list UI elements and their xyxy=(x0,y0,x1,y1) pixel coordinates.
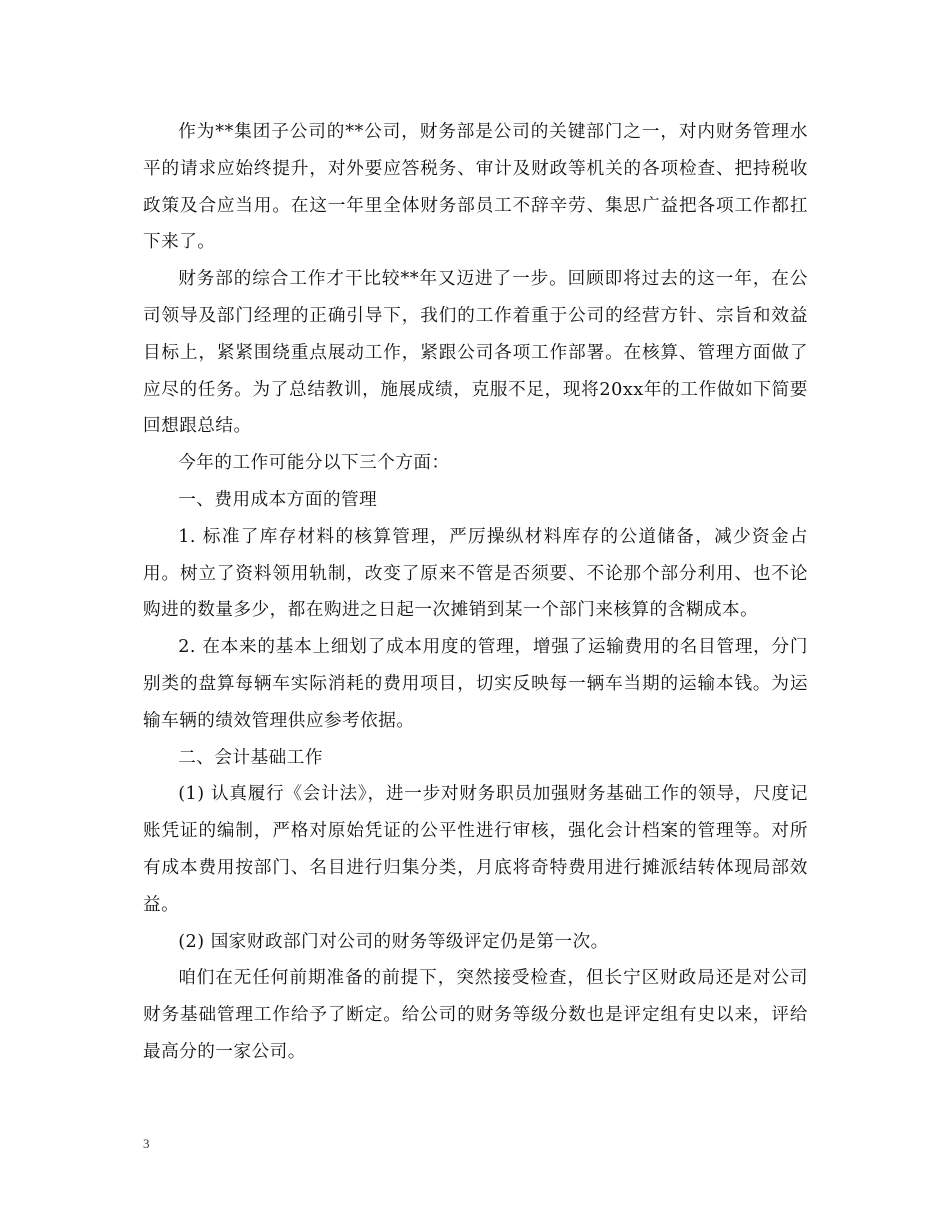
paragraph-three-aspects: 今年的工作可能分以下三个方面： xyxy=(178,453,450,474)
paragraph-item-2: 2. 在本来的基本上细划了成本用度的管理，增强了运输费用的名目管理，分门别类的盘算每辆车实际消耗的费用项目，切实反映每一辆车当期的运输本钱。为运输车辆的绩效管理供应参考依据。 xyxy=(143,637,808,731)
section-heading-accounting-basics: 二、会计基础工作 xyxy=(178,747,323,768)
document-body xyxy=(143,114,808,1071)
section-heading-cost-management: 一、费用成本方面的管理 xyxy=(178,489,378,510)
paragraph-item-1: 1. 标准了库存材料的核算管理，严厉操纵材料库存的公道储备，减少资金占用。树立了资料领用轨制，改变了原来不管是否须要、不论那个部分利用、也不论购进的数量多少，都在购进之日起一次摊销到某一个部门来核算的含糊成本。 xyxy=(143,526,808,621)
paragraph-inspection: 咱们在无任何前期准备的前提下，突然接受检查，但长宁区财政局还是对公司财务基础管理工作给予了断定。给公司的财务等级分数也是评定组有史以来，评给最高分的一家公司。 xyxy=(143,968,808,1062)
paragraph-review: 财务部的综合工作才干比较**年又迈进了一步。回顾即将过去的这一年，在公司领导及部门经理的正确引导下，我们的工作着重于公司的经营方针、宗旨和效益目标上，紧紧围绕重点展动工作，紧跟公司各项工作部署。在核算、管理方面做了应尽的任务。为了总结教训，施展成绩，克服不足，现将20xx年的工作做如下简要回想跟总结。 xyxy=(143,269,808,437)
paragraph-subitem-1: (1) 认真履行《会计法》，进一步对财务职员加强财务基础工作的领导，尺度记账凭证的编制，严格对原始凭证的公平性进行审核，强化会计档案的管理等。对所有成本费用按部门、名目进行归集分类，月底将奇特费用进行摊派结转体现局部效益。 xyxy=(143,784,808,915)
paragraph-intro: 作为**集团子公司的**公司，财务部是公司的关键部门之一，对内财务管理水平的请求应始终提升，对外要应答税务、审计及财政等机关的各项检查、把持税收政策及合应当用。在这一年里全体财务部员工不辞辛劳、集思广益把各项工作都扛下来了。 xyxy=(143,122,808,253)
page-number: 3 xyxy=(143,1136,150,1151)
paragraph-subitem-2: (2) 国家财政部门对公司的财务等级评定仍是第一次。 xyxy=(178,931,609,952)
